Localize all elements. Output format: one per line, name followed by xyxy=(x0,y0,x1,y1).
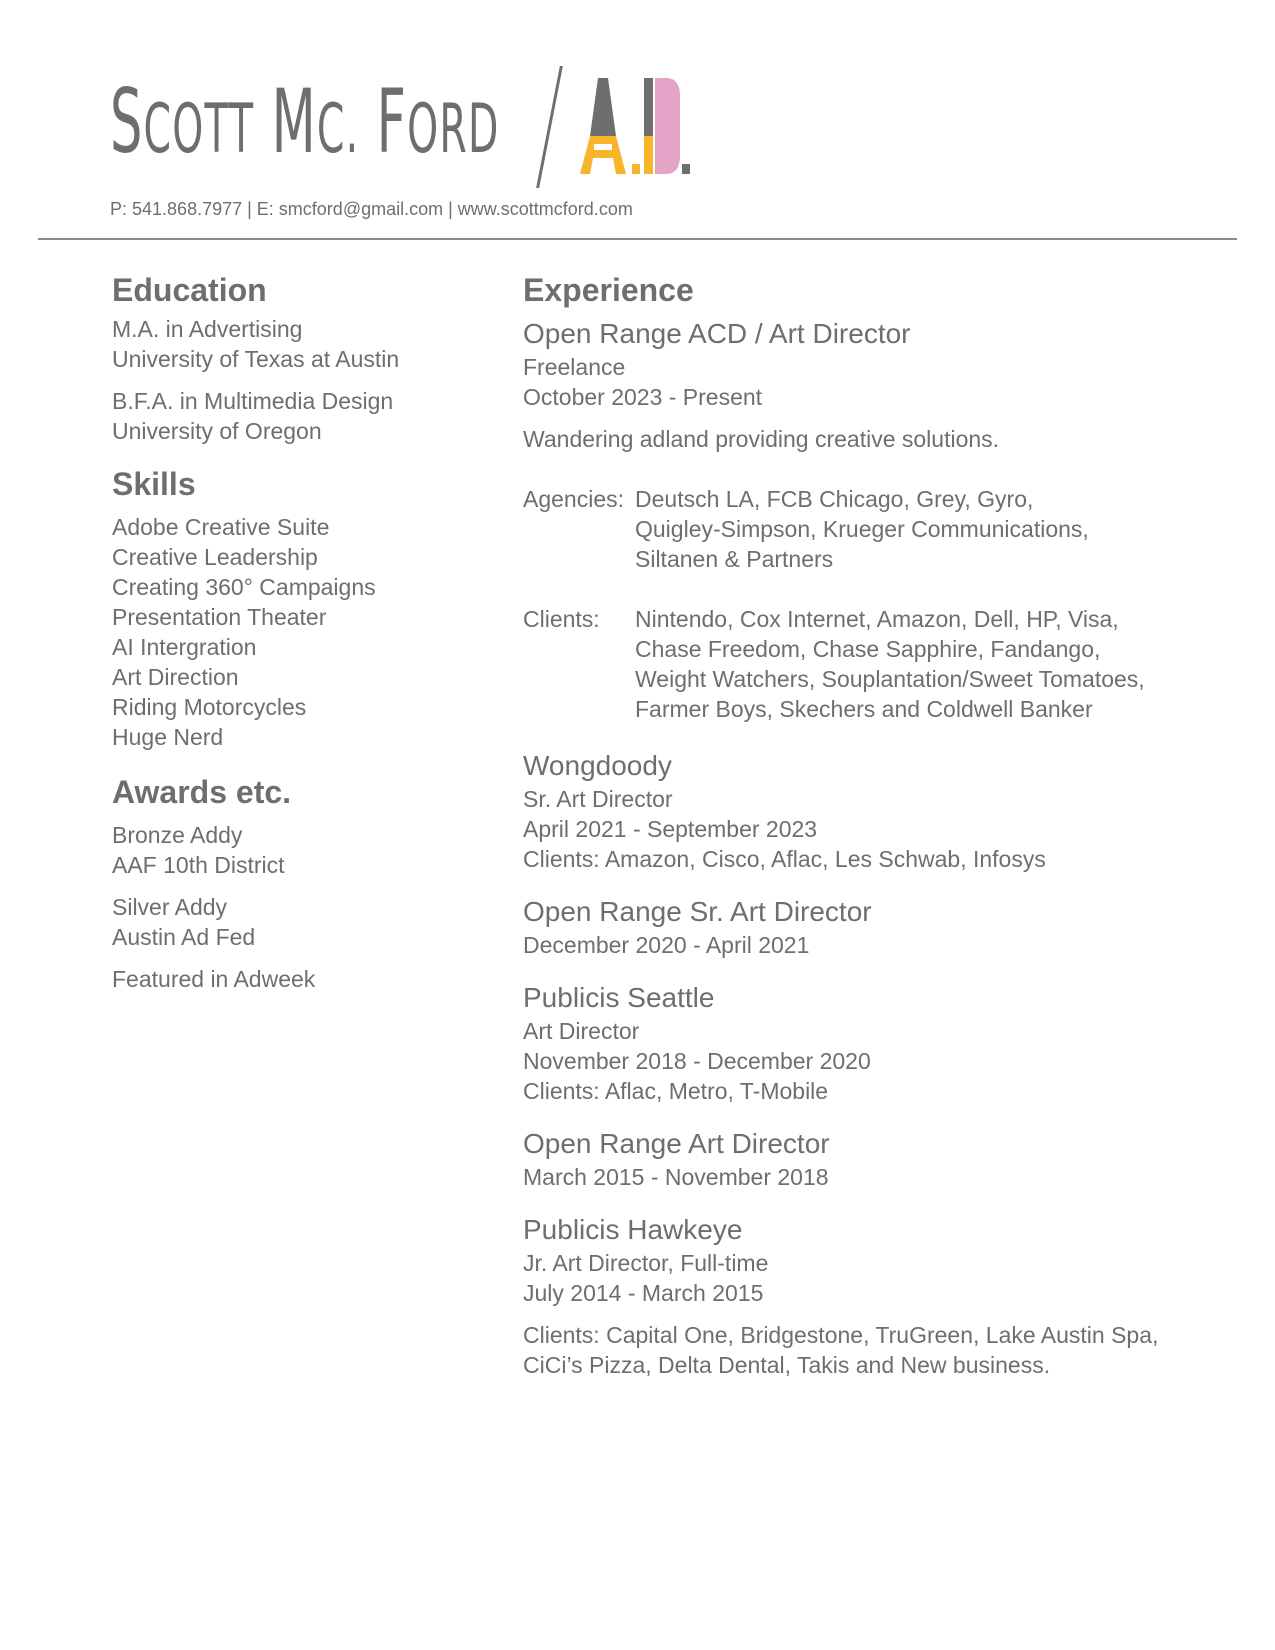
header-divider xyxy=(38,238,1237,240)
awards-heading: Awards etc. xyxy=(112,774,292,810)
award-name: Silver Addy xyxy=(112,894,228,920)
job-entry xyxy=(523,894,1203,960)
job-title: Publicis Hawkeye xyxy=(523,1214,743,1245)
job-entry xyxy=(523,316,1203,724)
job-clients: Clients: Amazon, Cisco, Aflac, Les Schwab, Infosys xyxy=(523,846,1046,872)
clients-label: Clients: xyxy=(523,606,600,632)
job-summary: Wandering adland providing creative solutions. xyxy=(523,426,1000,452)
job-dates: November 2018 - December 2020 xyxy=(523,1048,871,1074)
award-entry xyxy=(112,964,492,994)
job-entry xyxy=(523,1126,1203,1192)
skill-item: AI Intergration xyxy=(112,634,257,660)
skill-item: Presentation Theater xyxy=(112,604,327,630)
job-title: Open Range ACD / Art Director xyxy=(523,318,911,349)
job-dates: December 2020 - April 2021 xyxy=(523,932,810,958)
clients-line: Weight Watchers, Souplantation/Sweet Tomatoes, xyxy=(635,666,1145,692)
degree: M.A. in Advertising xyxy=(112,316,303,342)
award-entry xyxy=(112,892,492,952)
job-dates: July 2014 - March 2015 xyxy=(523,1280,764,1306)
skill-item: Riding Motorcycles xyxy=(112,694,307,720)
job-role: Jr. Art Director, Full-time xyxy=(523,1250,769,1276)
contact-line: P: 541.868.7977 | E: smcford@gmail.com | www.scottmcford.com xyxy=(110,199,633,219)
job-entry xyxy=(523,1212,1203,1380)
job-clients: Clients: Aflac, Metro, T-Mobile xyxy=(523,1078,829,1104)
award-name: Bronze Addy xyxy=(112,822,243,848)
experience-heading: Experience xyxy=(523,272,694,308)
job-clients: Clients: Capital One, Bridgestone, TruGreen, Lake Austin Spa, xyxy=(523,1322,1159,1348)
job-dates: October 2023 - Present xyxy=(523,384,763,410)
job-title: Wongdoody xyxy=(523,750,672,781)
ad-logo-icon xyxy=(580,78,690,174)
agencies-line: Siltanen & Partners xyxy=(635,546,834,572)
header xyxy=(110,60,1110,230)
job-dates: April 2021 - September 2023 xyxy=(523,816,818,842)
skills-heading: Skills xyxy=(112,466,196,502)
skill-item: Art Direction xyxy=(112,664,239,690)
job-entry xyxy=(523,748,1203,874)
job-role: Art Director xyxy=(523,1018,640,1044)
education-heading: Education xyxy=(112,272,267,308)
job-role: Freelance xyxy=(523,354,626,380)
skill-item: Adobe Creative Suite xyxy=(112,514,330,540)
skill-item: Huge Nerd xyxy=(112,724,224,750)
award-org: AAF 10th District xyxy=(112,852,285,878)
skill-item: Creating 360° Campaigns xyxy=(112,574,376,600)
clients-line: Farmer Boys, Skechers and Coldwell Banker xyxy=(635,696,1093,722)
agencies-line: Deutsch LA, FCB Chicago, Grey, Gyro, xyxy=(635,486,1034,512)
clients-row xyxy=(523,604,1203,724)
school: University of Oregon xyxy=(112,418,322,444)
school: University of Texas at Austin xyxy=(112,346,400,372)
left-column xyxy=(112,270,492,994)
logo-name: SCOTT MC. FORD xyxy=(110,70,500,173)
agencies-list xyxy=(635,484,1203,574)
job-entry xyxy=(523,980,1203,1106)
job-dates: March 2015 - November 2018 xyxy=(523,1164,829,1190)
job-clients: CiCi’s Pizza, Delta Dental, Takis and New business. xyxy=(523,1352,1051,1378)
award-org: Austin Ad Fed xyxy=(112,924,256,950)
clients-line: Chase Freedom, Chase Sapphire, Fandango, xyxy=(635,636,1101,662)
logo-slash xyxy=(536,66,563,188)
clients-line: Nintendo, Cox Internet, Amazon, Dell, HP, Visa, xyxy=(635,606,1119,632)
award-name: Featured in Adweek xyxy=(112,966,316,992)
education-entry xyxy=(112,386,492,446)
agencies-row xyxy=(523,484,1203,574)
award-entry xyxy=(112,820,492,880)
right-column xyxy=(523,270,1203,1380)
job-title: Open Range Art Director xyxy=(523,1128,830,1159)
agencies-line: Quigley-Simpson, Krueger Communications, xyxy=(635,516,1089,542)
skills-list xyxy=(112,512,492,752)
agencies-label: Agencies: xyxy=(523,486,625,512)
skill-item: Creative Leadership xyxy=(112,544,318,570)
clients-list xyxy=(635,604,1203,724)
education-entry xyxy=(112,314,492,374)
degree: B.F.A. in Multimedia Design xyxy=(112,388,394,414)
job-title: Open Range Sr. Art Director xyxy=(523,896,872,927)
job-role: Sr. Art Director xyxy=(523,786,673,812)
job-title: Publicis Seattle xyxy=(523,982,715,1013)
